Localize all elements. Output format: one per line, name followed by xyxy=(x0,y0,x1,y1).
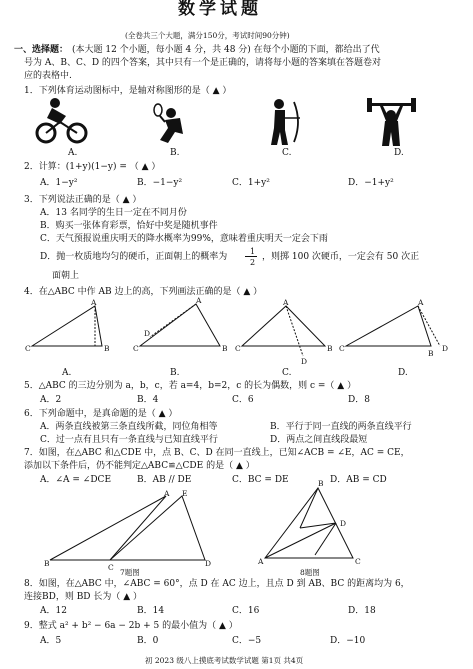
q1-option-a: A. xyxy=(68,148,78,158)
section-heading: 一、选择题： xyxy=(14,45,69,55)
q1-option-d: D. xyxy=(394,148,404,158)
q3-option-b: B．购买一张体育彩票，恰好中奖是随机事件 xyxy=(40,221,218,231)
q8-label-d: D xyxy=(340,519,347,528)
q4-option-b: B. xyxy=(170,368,180,378)
q7-label-d: D xyxy=(205,559,212,568)
q8-label-a: A xyxy=(258,557,264,566)
page-footer: 初 2023 级八上摸底考试数学试题 第1页 共4页 xyxy=(145,656,304,665)
q9-option-a: A．5 xyxy=(40,636,62,646)
q9-option-c: C．−5 xyxy=(232,636,262,646)
q6-option-d: D．两点之间直线段最短 xyxy=(270,435,368,445)
q2-option-c: C．1+y² xyxy=(232,178,270,188)
section-intro-line2: 号为 A、B、C、D 的四个答案，其中只有一个是正确的，请将每小题的答案填在答题卷对 xyxy=(24,58,381,68)
q9-stem: 9．整式 a² + b² − 6a − 2b + 5 的最小值为（ ▲ ） xyxy=(24,621,238,631)
q4b-label-b: B xyxy=(222,344,228,353)
section-intro-line3: 应的表格中. xyxy=(24,71,72,81)
q5-option-b: B．4 xyxy=(137,395,159,405)
q3-option-d-cont: ，则掷 100 次硬币，一定会有 50 次正 xyxy=(262,252,420,262)
q8-option-a: A．12 xyxy=(40,606,67,616)
q9-option-b: B．0 xyxy=(137,636,159,646)
q4-option-c: C. xyxy=(282,368,292,378)
q6-stem: 6．下列命题中，是真命题的是（ ▲ ） xyxy=(24,409,178,419)
tennis-player-icon xyxy=(154,104,183,143)
q2-option-a: A．1−y² xyxy=(40,178,78,188)
q7-option-a: A．∠A = ∠DCE xyxy=(40,475,112,485)
exam-title: 数学试题 xyxy=(178,0,262,19)
q4a-label-a: A xyxy=(91,298,97,307)
q4b-label-d: D xyxy=(144,329,151,338)
q4d-label-b: B xyxy=(428,349,434,358)
q5-option-c: C．6 xyxy=(232,395,254,405)
q4a-label-b: B xyxy=(104,344,110,353)
archer-icon xyxy=(271,99,300,145)
q3-option-d: D．抛一枚质地均匀的硬币，正面朝上的概率为 xyxy=(40,252,228,262)
q1-option-b: B. xyxy=(170,148,180,158)
q3-option-c: C．天气预报说重庆明天的降水概率为99%，意味着重庆明天一定会下雨 xyxy=(40,234,328,244)
q1-option-c: C. xyxy=(282,148,292,158)
q2-stem: 2．计算：(1+y)(1−y) = （ ▲ ） xyxy=(24,162,161,172)
q4-stem: 4．在△ABC 中作 AB 边上的高，下列画法正确的是（ ▲ ） xyxy=(24,287,263,297)
q5-option-d: D．8 xyxy=(348,395,370,405)
q4d-label-c: C xyxy=(339,344,345,353)
q4c-label-b: B xyxy=(327,344,333,353)
q7-option-b: B．AB // DE xyxy=(137,475,192,485)
q6-option-c: C．过一点有且只有一条直线与已知直线平行 xyxy=(40,435,218,445)
q6-option-b: B．平行于同一直线的两条直线平行 xyxy=(270,422,412,432)
q8-stem2: 连接BD，则 BD 长为（ ▲ ） xyxy=(24,592,143,602)
q7-label-a: A xyxy=(164,489,170,498)
fraction-numerator: 1 xyxy=(250,247,256,256)
q4c-label-a: A xyxy=(283,298,289,307)
q4-option-a: A. xyxy=(62,368,72,378)
section-intro-line1: (本大题 12 个小题，每小题 4 分，共 48 分) 在每个小题的下面，都给出了代 xyxy=(72,45,380,55)
q4b-label-c: C xyxy=(133,344,139,353)
q8-figure-caption: 8题图 xyxy=(300,568,320,577)
q8-stem: 8．如图，在△ABC 中，∠ABC = 60°，点 D 在 AC 边上，且点 D 到 AB、BC 的距离均为 6， xyxy=(24,579,410,589)
q8-label-c: C xyxy=(355,557,361,566)
q7-option-c: C．BC = DE xyxy=(232,475,289,485)
q7-option-d: D．AB = CD xyxy=(330,475,387,485)
q4d-label-a: A xyxy=(418,298,424,307)
q3-stem: 3．下列说法正确的是（ ▲ ） xyxy=(24,195,142,205)
q4-option-d: D. xyxy=(398,368,408,378)
q3-option-a: A．13 名同学的生日一定在不同月份 xyxy=(40,208,187,218)
cyclist-icon xyxy=(37,98,86,142)
weightlifter-icon xyxy=(367,98,416,146)
q2-option-b: B．−1−y² xyxy=(137,178,183,188)
q9-option-d: D．−10 xyxy=(330,636,366,646)
exam-subtitle: (全卷共三个大题，满分150分，考试时间90分钟) xyxy=(125,31,290,40)
q3-option-d-cont2: 面朝上 xyxy=(52,271,80,281)
q4b-label-a: A xyxy=(196,296,202,305)
q1-stem: 1．下列体育运动图标中，是轴对称图形的是（ ▲ ） xyxy=(24,86,232,96)
q8-label-b: B xyxy=(318,479,324,488)
q8-option-d: D．18 xyxy=(348,606,376,616)
q5-option-a: A．2 xyxy=(40,395,62,405)
q7-stem: 7．如图，在△ABC 和△CDE 中，点 B、C、D 在同一直线上，已知∠ACB = ∠E，AC = CE， xyxy=(24,448,410,458)
q7-figure-caption: 7题图 xyxy=(120,568,140,577)
q4c-label-c: C xyxy=(235,344,241,353)
fraction-denominator: 2 xyxy=(250,258,256,267)
q6-option-a: A．两条直线被第三条直线所截，同位角相等 xyxy=(40,422,218,432)
q4d-label-d: D xyxy=(442,344,449,353)
q7-stem2: 添加以下条件后，仍不能判定△ABC≌△CDE 的是（ ▲ ） xyxy=(24,461,255,471)
q4c-label-d: D xyxy=(301,357,308,366)
q8-option-c: C．16 xyxy=(232,606,260,616)
q7-label-e: E xyxy=(182,489,188,498)
q2-option-d: D．−1+y² xyxy=(348,178,394,188)
q4a-label-c: C xyxy=(25,344,31,353)
q8-option-b: B．14 xyxy=(137,606,165,616)
q5-stem: 5．△ABC 的三边分别为 a，b，c，若 a=4，b=2，c 的长为偶数，则 c =（ ▲ ） xyxy=(24,381,357,391)
q7-label-b: B xyxy=(44,559,50,568)
q7-label-c: C xyxy=(108,563,114,572)
